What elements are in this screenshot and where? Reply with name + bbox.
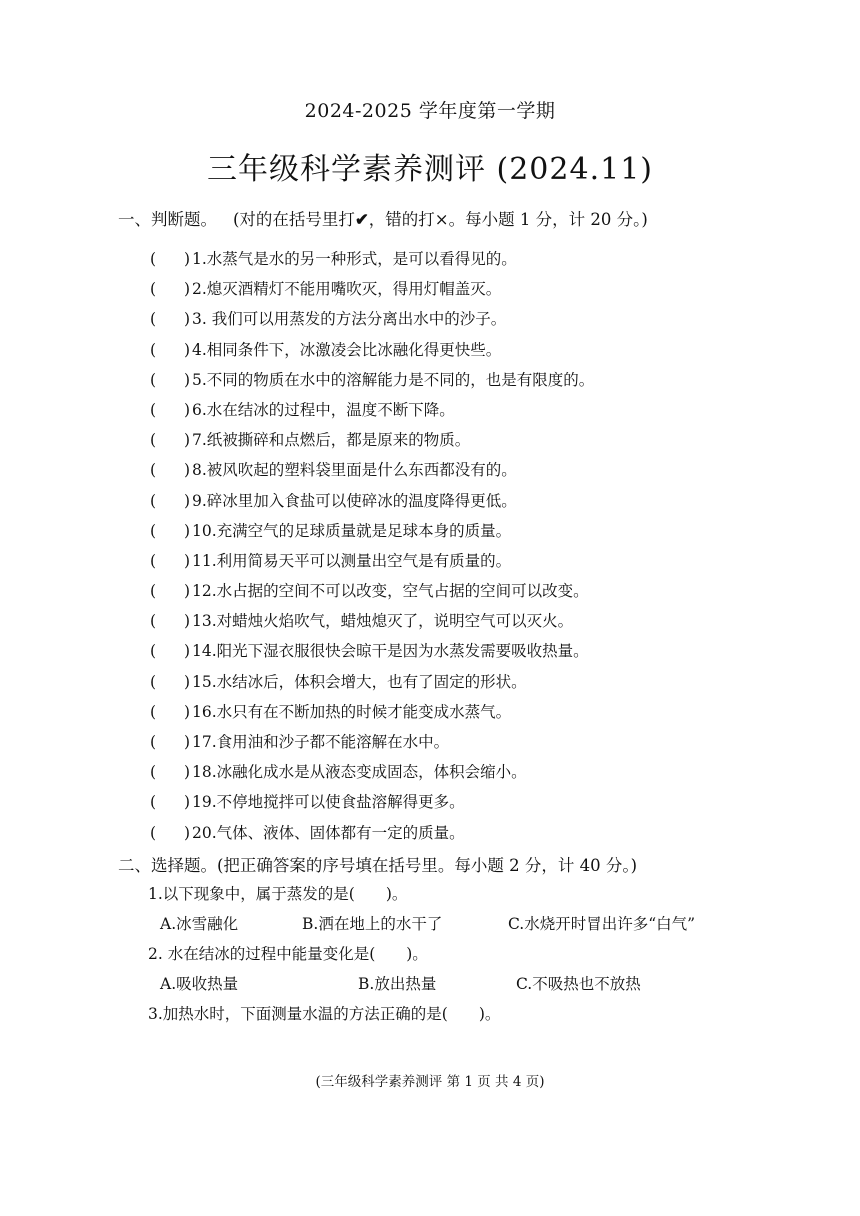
item-text: 阳光下湿衣服很快会晾干是因为水蒸发需要吸收热量。 — [216, 642, 589, 661]
answer-blank-close-paren: ) — [184, 521, 191, 540]
answer-blank-open-paren: ( — [150, 521, 157, 540]
answer-blank-close-paren: ) — [184, 431, 191, 450]
answer-blank-close-paren: ) — [184, 310, 191, 329]
item-text: 熄灭酒精灯不能用嘴吹灭，得用灯帽盖灭。 — [206, 280, 502, 299]
q1-option-c: C.水烧开时冒出许多“白气” — [508, 915, 696, 933]
item-number: 20. — [192, 823, 217, 842]
choice-question-2-stem: 2. 水在结冰的过程中能量变化是( )。 — [148, 945, 428, 963]
answer-blank-open-paren: ( — [150, 280, 157, 299]
item-number: 8. — [192, 461, 207, 480]
judgment-item — [150, 546, 830, 576]
item-text: 充满空气的足球质量就是足球本身的质量。 — [216, 521, 512, 540]
answer-blank-close-paren: ) — [184, 582, 191, 601]
answer-blank-close-paren: ) — [184, 280, 191, 299]
exam-title: 三年级科学素养测评 (2024.11) — [206, 152, 653, 187]
q2-option-b: B.放出热量 — [358, 975, 437, 993]
q2-option-a: A.吸收热量 — [160, 975, 239, 993]
item-number: 2. — [192, 280, 207, 299]
section1-heading — [118, 206, 648, 230]
answer-blank-close-paren: ) — [184, 702, 191, 721]
item-text: 水结冰后，体积会增大，也有了固定的形状。 — [216, 672, 527, 691]
answer-blank-open-paren: ( — [150, 250, 157, 268]
answer-blank-open-paren: ( — [150, 612, 157, 631]
item-number: 11. — [192, 551, 217, 570]
answer-blank-close-paren: ) — [184, 340, 191, 359]
judgment-item — [150, 606, 830, 636]
answer-blank-close-paren: ) — [184, 370, 191, 389]
q2-option-c: C.不吸热也不放热 — [516, 975, 641, 993]
item-text: 纸被撕碎和点燃后，都是原来的物质。 — [206, 431, 471, 450]
answer-blank-close-paren: ) — [184, 250, 191, 268]
answer-blank-close-paren: ) — [184, 793, 191, 812]
item-number: 10. — [192, 521, 217, 540]
choice-question-1-stem: 1.以下现象中，属于蒸发的是( )。 — [148, 885, 408, 903]
answer-blank-close-paren: ) — [184, 400, 191, 419]
answer-blank-open-paren: ( — [150, 702, 157, 721]
item-text: 碎冰里加入食盐可以使碎冰的温度降得更低。 — [206, 491, 517, 510]
item-number: 7. — [192, 431, 207, 450]
answer-blank-close-paren: ) — [184, 461, 191, 480]
answer-blank-open-paren: ( — [150, 340, 157, 359]
answer-blank-open-paren: ( — [150, 491, 157, 510]
judgment-item — [150, 425, 830, 455]
answer-blank-open-paren: ( — [150, 672, 157, 691]
item-number: 12. — [192, 582, 217, 601]
answer-blank-open-paren: ( — [150, 310, 157, 329]
judgment-item — [150, 757, 830, 787]
item-text: 不同的物质在水中的溶解能力是不同的，也是有限度的。 — [206, 370, 595, 389]
answer-blank-close-paren: ) — [184, 612, 191, 631]
item-text: 对蜡烛火焰吹气，蜡烛熄灭了，说明空气可以灭火。 — [216, 612, 574, 631]
answer-blank-close-paren: ) — [184, 491, 191, 510]
item-number: 18. — [192, 763, 217, 782]
answer-blank-open-paren: ( — [150, 823, 157, 842]
item-number: 6. — [192, 400, 207, 419]
answer-blank-open-paren: ( — [150, 733, 157, 751]
judgment-item — [150, 304, 830, 334]
answer-blank-close-paren: ) — [184, 551, 191, 570]
answer-blank-open-paren: ( — [150, 431, 157, 450]
answer-blank-open-paren: ( — [150, 461, 157, 480]
judgment-item — [150, 818, 830, 848]
answer-blank-open-paren: ( — [150, 642, 157, 661]
answer-blank-close-paren: ) — [184, 823, 191, 842]
answer-blank-open-paren: ( — [150, 582, 157, 601]
item-number: 17. — [192, 733, 217, 751]
item-number: 15. — [192, 672, 217, 691]
judgment-item — [150, 244, 830, 274]
item-text: 水只有在不断加热的时候才能变成水蒸气。 — [216, 702, 512, 721]
section1-instruction: (对的在括号里打✔，错的打×。每小题 1 分，计 20 分。) — [233, 210, 648, 229]
answer-blank-open-paren: ( — [150, 793, 157, 812]
check-mark-icon: ✔ — [354, 210, 369, 229]
answer-blank-open-paren: ( — [150, 763, 157, 782]
item-text: 冰融化成水是从液态变成固态，体积会缩小。 — [216, 763, 527, 782]
term-subtitle: 2024-2025 学年度第一学期 — [304, 100, 556, 122]
judgment-item — [150, 516, 830, 546]
answer-blank-close-paren: ) — [184, 642, 191, 661]
judgment-item — [150, 335, 830, 365]
item-text: 不停地搅拌可以使食盐溶解得更多。 — [216, 793, 465, 812]
item-text: 水占据的空间不可以改变，空气占据的空间可以改变。 — [216, 582, 589, 601]
section1-label: 一、判断题。 — [118, 210, 217, 229]
judgment-item — [150, 576, 830, 606]
item-number: 14. — [192, 642, 217, 661]
item-text: 水在结冰的过程中，温度不断下降。 — [206, 400, 455, 419]
item-text: 我们可以用蒸发的方法分离出水中的沙子。 — [211, 310, 507, 329]
item-number: 13. — [192, 612, 217, 631]
item-number: 9. — [192, 491, 207, 510]
judgment-item — [150, 787, 830, 817]
page-footer: (三年级科学素养测评 第 1 页 共 4 页) — [315, 1074, 545, 1090]
item-text: 利用简易天平可以测量出空气是有质量的。 — [216, 551, 512, 570]
item-text: 相同条件下，冰激凌会比冰融化得更快些。 — [206, 340, 502, 359]
judgment-question-list — [150, 244, 830, 848]
answer-blank-open-paren: ( — [150, 400, 157, 419]
answer-blank-open-paren: ( — [150, 370, 157, 389]
item-text: 水蒸气是水的另一种形式，是可以看得见的。 — [206, 250, 517, 268]
item-number: 16. — [192, 702, 217, 721]
judgment-item — [150, 667, 830, 697]
q1-option-b: B.洒在地上的水干了 — [302, 915, 443, 933]
item-text: 食用油和沙子都不能溶解在水中。 — [216, 733, 450, 751]
judgment-item — [150, 697, 830, 727]
item-number: 5. — [192, 370, 207, 389]
judgment-item — [150, 274, 830, 304]
judgment-item — [150, 636, 830, 666]
judgment-item — [150, 486, 830, 516]
judgment-item — [150, 365, 830, 395]
section2-heading: 二、选择题。(把正确答案的序号填在括号里。每小题 2 分，计 40 分。) — [118, 856, 638, 875]
judgment-item — [150, 395, 830, 425]
item-text: 被风吹起的塑料袋里面是什么东西都没有的。 — [206, 461, 517, 480]
item-number: 4. — [192, 340, 207, 359]
judgment-item — [150, 727, 830, 757]
answer-blank-close-paren: ) — [184, 733, 191, 751]
answer-blank-close-paren: ) — [184, 672, 191, 691]
item-number: 1. — [192, 250, 207, 268]
answer-blank-open-paren: ( — [150, 551, 157, 570]
answer-blank-close-paren: ) — [184, 763, 191, 782]
judgment-item — [150, 455, 830, 485]
item-number: 3. — [192, 310, 212, 329]
q1-option-a: A.冰雪融化 — [160, 915, 239, 933]
item-number: 19. — [192, 793, 217, 812]
choice-question-3-stem: 3.加热水时，下面测量水温的方法正确的是( )。 — [148, 1005, 501, 1023]
item-text: 气体、液体、固体都有一定的质量。 — [216, 823, 465, 842]
